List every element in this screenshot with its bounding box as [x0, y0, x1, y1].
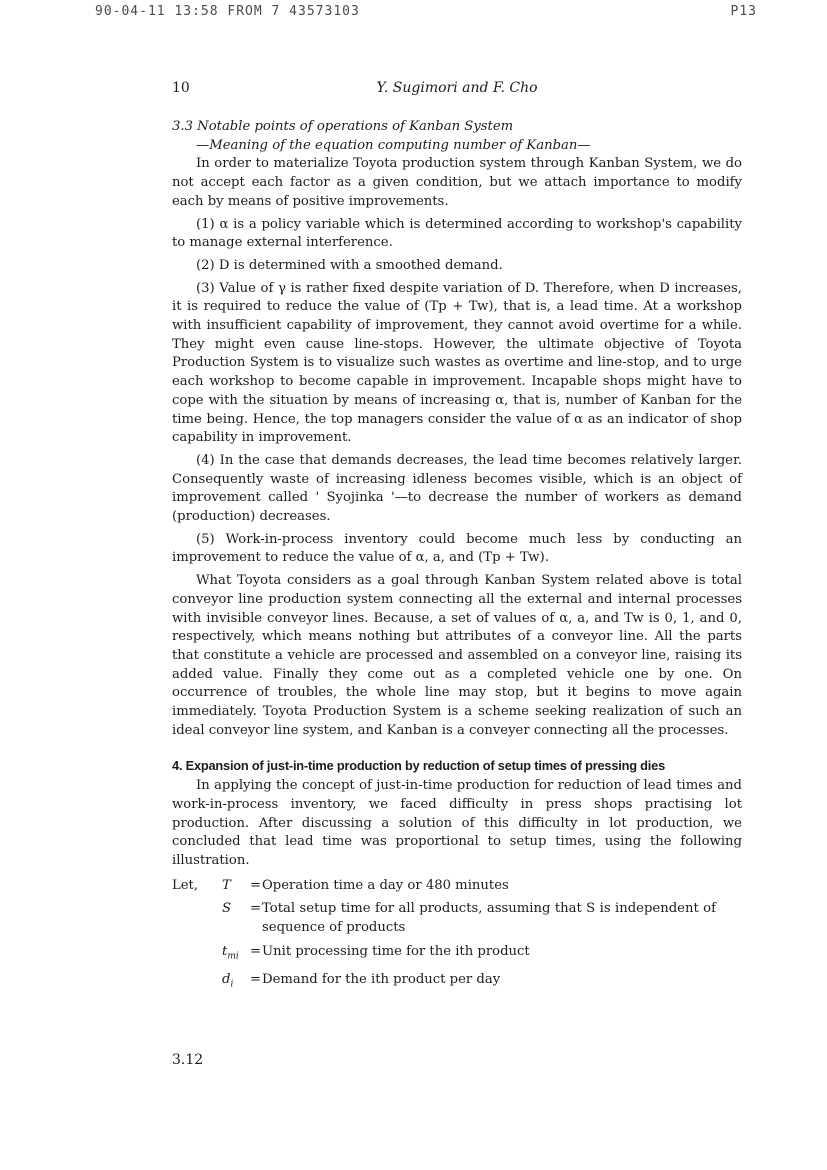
definition-row [172, 941, 716, 969]
definition-text: Total setup time for all products, assuming that S is independent of sequence of products [262, 901, 716, 936]
definition-text: Operation time a day or 480 minutes [262, 877, 509, 893]
symbol-subscript: i [230, 979, 234, 990]
definition-symbol [222, 969, 250, 997]
definition-text: Unit processing time for the ith product [262, 943, 530, 959]
paragraph-item-3: (3) Value of γ is rather fixed despite variation of D. Therefore, when D increases, it is required to reduce the value of (Tp + Tw), that is, a lead time. At a workshop with insufficient capability of improvement, they cannot avoid overtime for a while. They might even cause line-stops. However, the ultimate objective of Toyota Production System is to visualize such wastes as overtime and line-stop, and to urge each workshop to become capable in improvement. Incapable shops might have to cope with the situation by means of increasing α, that is, number of Kanban for the time being. Hence, the top managers consider the value of α as an indicator of shop capability in improvement. [172, 280, 742, 446]
section-4-paragraph: In applying the concept of just-in-time production for reduction of lead times and work-in-process inventory, we faced difficulty in press shops practising lot production. After discussing a solution of this difficulty in lot production, we concluded that lead time was proportional to setup times, using the following illustration. [172, 778, 742, 869]
equals-sign: = [250, 901, 262, 917]
definition-text: Demand for the ith product per day [262, 972, 501, 988]
equals-sign: = [250, 877, 262, 893]
page-body [172, 118, 742, 998]
symbol-base: t [222, 943, 228, 959]
page-number: 10 [172, 80, 190, 96]
let-label: Let, [172, 877, 199, 893]
section-3-3-title: 3.3 Notable points of operations of Kanban System [172, 119, 514, 134]
definitions-list [172, 875, 716, 998]
definition-symbol: S [222, 901, 232, 917]
paragraph-item-2: (2) D is determined with a smoothed demand. [196, 257, 503, 273]
section-4-heading: 4. Expansion of just-in-time production by reduction of setup times of pressing dies [172, 757, 665, 773]
definition-row [172, 875, 716, 899]
symbol-subscript: mi [227, 951, 239, 962]
definition-row [172, 898, 716, 940]
definition-symbol: T [222, 877, 231, 893]
section-3-3-subtitle: —Meaning of the equation computing number of Kanban— [196, 137, 591, 153]
paragraph-item-1: (1) α is a policy variable which is determined according to workshop's capability to manage external interference. [172, 216, 742, 251]
equals-sign: = [250, 972, 262, 988]
fax-header-left: 90-04-11 13:58 FROM 7 43573103 [95, 4, 360, 19]
equals-sign: = [250, 943, 262, 959]
definition-symbol [222, 941, 250, 969]
definition-row [172, 969, 716, 997]
paragraph-item-5: (5) Work-in-process inventory could become much less by conducting an improvement to reduce the value of α, a, and (Tp + Tw). [172, 531, 742, 566]
symbol-base: d [222, 972, 231, 988]
paragraph-conveyor-goal: What Toyota considers as a goal through Kanban System related above is total conveyor line production system connecting all the external and internal processes with invisible conveyor lines. Because, a set of values of α, a, and Tw is 0, 1, and 0, respectively, which means nothing but attributes of a conveyor line. All the parts that constitute a vehicle are processed and assembled on a conveyor line, raising its added value. Finally they come out as a completed vehicle one by one. On occurrence of troubles, the whole line may stop, but it begins to move again immediately. Toyota Production System is a scheme seeking realization of such an ideal conveyor line system, and Kanban is a conveyer connecting all the processes. [172, 573, 742, 738]
page-code: 3.12 [172, 1052, 204, 1068]
paragraph-item-4: (4) In the case that demands decreases, the lead time becomes relatively larger. Consequently waste of increasing idleness becomes visible, which is an object of improvement called ' Syojinka '—to decrease the number of workers as demand (production) decreases. [172, 452, 742, 525]
paragraph-intro: In order to materialize Toyota production system through Kanban System, we do not accept each factor as a given condition, but we attach importance to modify each by means of positive improvements. [172, 156, 742, 209]
fax-header [95, 4, 757, 19]
running-head-authors: Y. Sugimori and F. Cho [376, 80, 538, 96]
fax-page-number: P13 [730, 4, 757, 19]
